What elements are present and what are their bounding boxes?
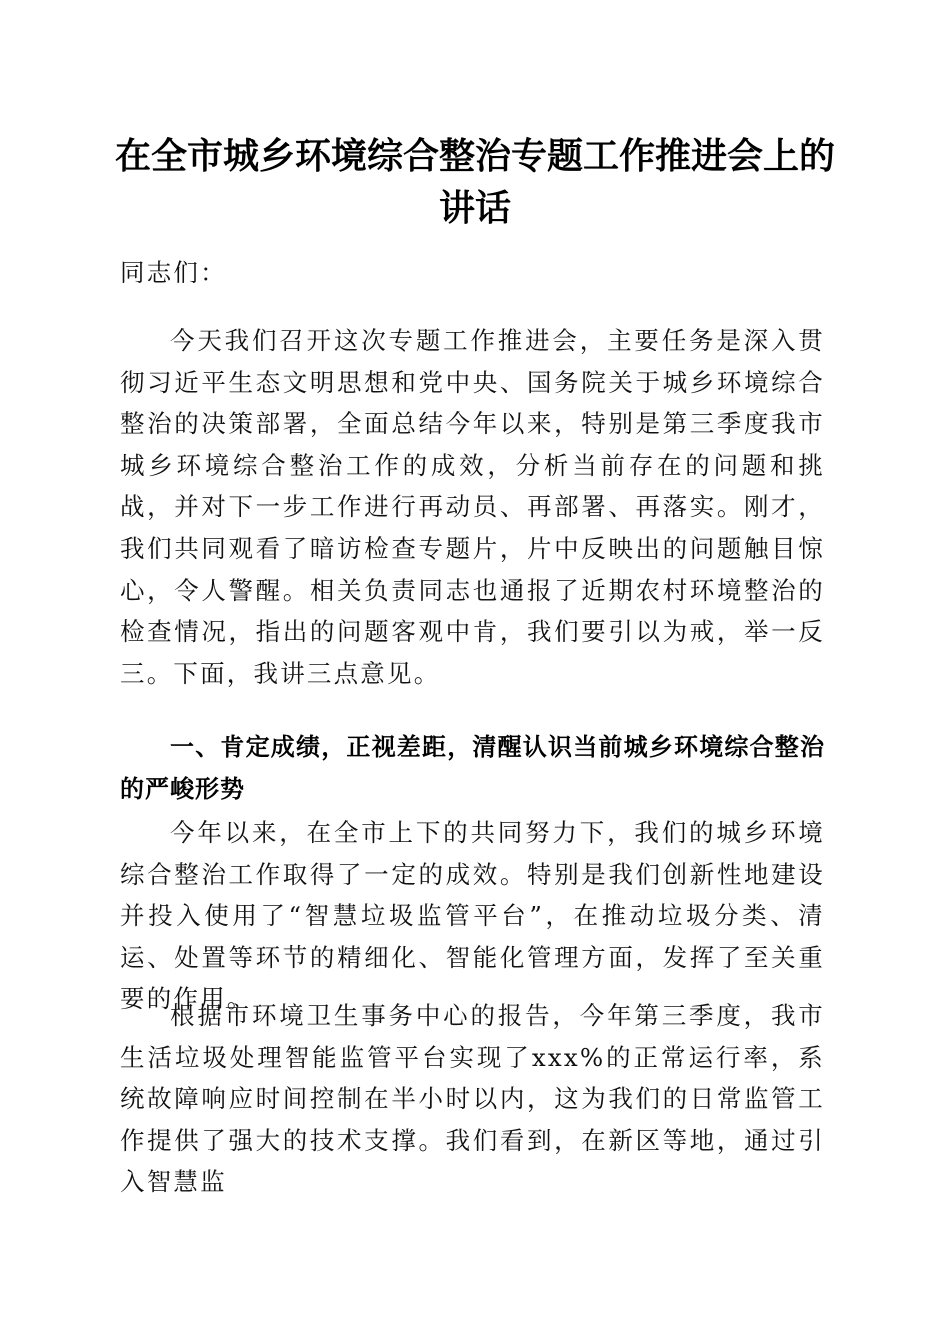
intro-paragraph: 今天我们召开这次专题工作推进会，主要任务是深入贯彻习近平生态文明思想和党中央、国务院关于城乡环境综合整治的决策部署，全面总结今年以来，特别是第三季度我市城乡环境综合整治工作的成效，分析当前存在的问题和挑战，并对下一步工作进行再动员、再部署、再落实。刚才，我们共同观看了暗访检查专题片，片中反映出的问题触目惊心，令人警醒。相关负责同志也通报了近期农村环境整治的检查情况，指出的问题客观中肯，我们要引以为戒，举一反三。下面，我讲三点意见。 — [120, 326, 825, 688]
section-heading-1: 一、肯定成绩，正视差距，清醒认识当前城乡环境综合整治的严峻形势 — [120, 733, 825, 803]
document-title: 在全市城乡环境综合整治专题工作推进会上的讲话 — [114, 135, 835, 229]
section-paragraph-1: 今年以来，在全市上下的共同努力下，我们的城乡环境综合整治工作取得了一定的成效。特别是我们创新性地建设并投入使用了“智慧垃圾监管平台”，在推动垃圾分类、清运、处置等环节的精细化、智能化管理方面，发挥了至关重要的作用。 — [120, 818, 825, 1014]
salutation: 同志们： — [120, 258, 227, 287]
section-paragraph-2: 根据市环境卫生事务中心的报告，今年第三季度，我市生活垃圾处理智能监管平台实现了xxx%的正常运行率，系统故障响应时间控制在半小时以内，这为我们的日常监管工作提供了强大的技术支撑。我们看到，在新区等地，通过引入智慧监 — [120, 1001, 825, 1197]
